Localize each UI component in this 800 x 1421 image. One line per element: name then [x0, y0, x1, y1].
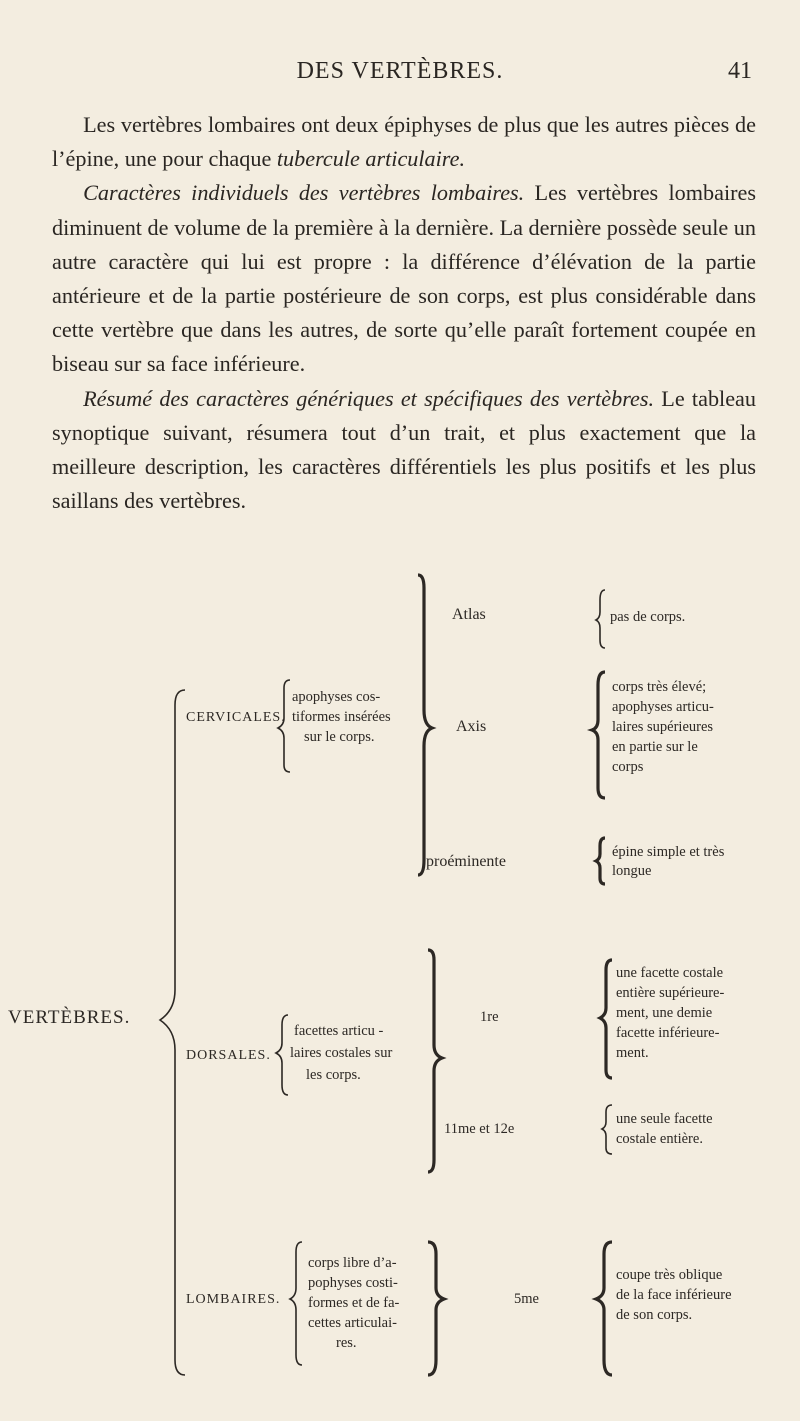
first-dorsal-trait-4: facette inférieure-	[616, 1025, 720, 1041]
axis-trait-3: laires supérieures	[612, 719, 714, 735]
dorsal-desc-1: facettes articu -	[294, 1023, 384, 1039]
brace-dorsales-species	[428, 950, 442, 1172]
eleventh-dorsal-name: 11me et 12e	[444, 1121, 515, 1137]
lumbar-desc-1: corps libre d’a-	[308, 1255, 397, 1271]
brace-axis	[592, 672, 605, 798]
body-text	[52, 108, 756, 518]
eleventh-dorsal-trait-2: costale entière.	[616, 1131, 703, 1147]
first-dorsal-trait-2: entière supérieure-	[616, 985, 725, 1001]
paragraph-epiphyses: Les vertèbres lombaires ont deux épiphyses de plus que les autres pièces de l’épine, une pour chaque tubercule articulaire.	[52, 112, 756, 172]
lumbar-label: LOMBAIRES.	[186, 1292, 281, 1307]
fifth-lumbar-name: 5me	[514, 1291, 539, 1307]
lumbar-desc-3: formes et de fa-	[308, 1295, 400, 1311]
fifth-lumbar-trait-3: de son corps.	[616, 1307, 693, 1323]
cervical-desc-1: apophyses cos-	[292, 689, 381, 705]
axis-trait-5: corps	[612, 759, 644, 775]
term-tubercule: tubercule articulaire.	[276, 146, 466, 172]
first-dorsal-trait-3: ment, une demie	[616, 1005, 713, 1021]
brace-first-dorsal	[600, 960, 612, 1078]
brace-proeminente	[596, 838, 605, 884]
first-dorsal-name: 1re	[480, 1009, 499, 1025]
first-dorsal-trait-5: ment.	[616, 1045, 649, 1061]
brace-fifth-lumbar	[596, 1242, 612, 1375]
synoptic-table	[0, 560, 800, 1420]
page-number: 41	[728, 58, 752, 84]
atlas-trait: pas de corps.	[610, 609, 686, 625]
paragraph-lumbar-individual: Caractères individuels des vertèbres lombaires. Les vertèbres lombaires diminuent de volume de la première à la dernière. La dernière possède seule un autre caractère qui lui est propre : la différence d’élévation de la partie antérieure et de la partie postérieure de son corps, est plus considérable dans cette vertèbre que dans les autres, de sorte qu’elle paraît fortement coupée en biseau sur sa face inférieure.	[52, 180, 756, 377]
atlas-name: Atlas	[452, 606, 486, 623]
brace-cervicales-species	[418, 575, 432, 875]
proeminente-trait-2: longue	[612, 863, 652, 879]
dorsal-desc-3: les corps.	[306, 1067, 361, 1083]
lumbar-desc-2: pophyses costi-	[308, 1275, 398, 1291]
eleventh-dorsal-trait-1: une seule facette	[616, 1111, 713, 1127]
section-heading-summary: Résumé des caractères génériques et spécifiques des vertèbres.	[83, 385, 655, 411]
brace-eleventh-dorsal	[602, 1105, 612, 1154]
fifth-lumbar-trait-1: coupe très oblique	[616, 1267, 723, 1283]
dorsal-label: DORSALES.	[186, 1048, 271, 1063]
running-head	[0, 58, 800, 88]
first-dorsal-trait-1: une facette costale	[616, 965, 724, 981]
brace-lombaires	[290, 1242, 302, 1365]
dorsal-desc-2: laires costales sur	[290, 1045, 393, 1061]
lumbar-desc-5: res.	[336, 1335, 357, 1351]
paragraph-summary: Résumé des caractères génériques et spécifiques des vertèbres. Le tableau synoptique suivant, résumera tout d’un trait, et plus exactement que la meilleure description, les caractères différentiels les plus positifs et les plus saillans des vertèbres.	[52, 385, 756, 514]
proeminente-trait-1: épine simple et très	[612, 844, 725, 860]
axis-trait-2: apophyses articu-	[612, 699, 714, 715]
root-label: VERTÈBRES.	[8, 1007, 131, 1028]
section-heading-individual: Caractères individuels des vertèbres lombaires.	[83, 180, 525, 206]
cervical-label: CERVICALES.	[186, 710, 286, 725]
axis-trait-4: en partie sur le	[612, 739, 698, 755]
lumbar-desc-4: cettes articulai-	[308, 1315, 397, 1331]
cervical-desc-2: tiformes insérées	[292, 709, 391, 725]
axis-name: Axis	[456, 718, 487, 735]
brace-vertebres	[160, 690, 185, 1375]
running-title: DES VERTÈBRES.	[296, 58, 504, 84]
proeminente-name: proéminente	[426, 853, 506, 870]
fifth-lumbar-trait-2: de la face inférieure	[616, 1287, 732, 1303]
brace-atlas	[596, 590, 605, 648]
brace-lombaires-species	[428, 1242, 444, 1375]
axis-trait-1: corps très élevé;	[612, 679, 707, 695]
brace-dorsales	[276, 1015, 288, 1095]
cervical-desc-3: sur le corps.	[304, 729, 375, 745]
